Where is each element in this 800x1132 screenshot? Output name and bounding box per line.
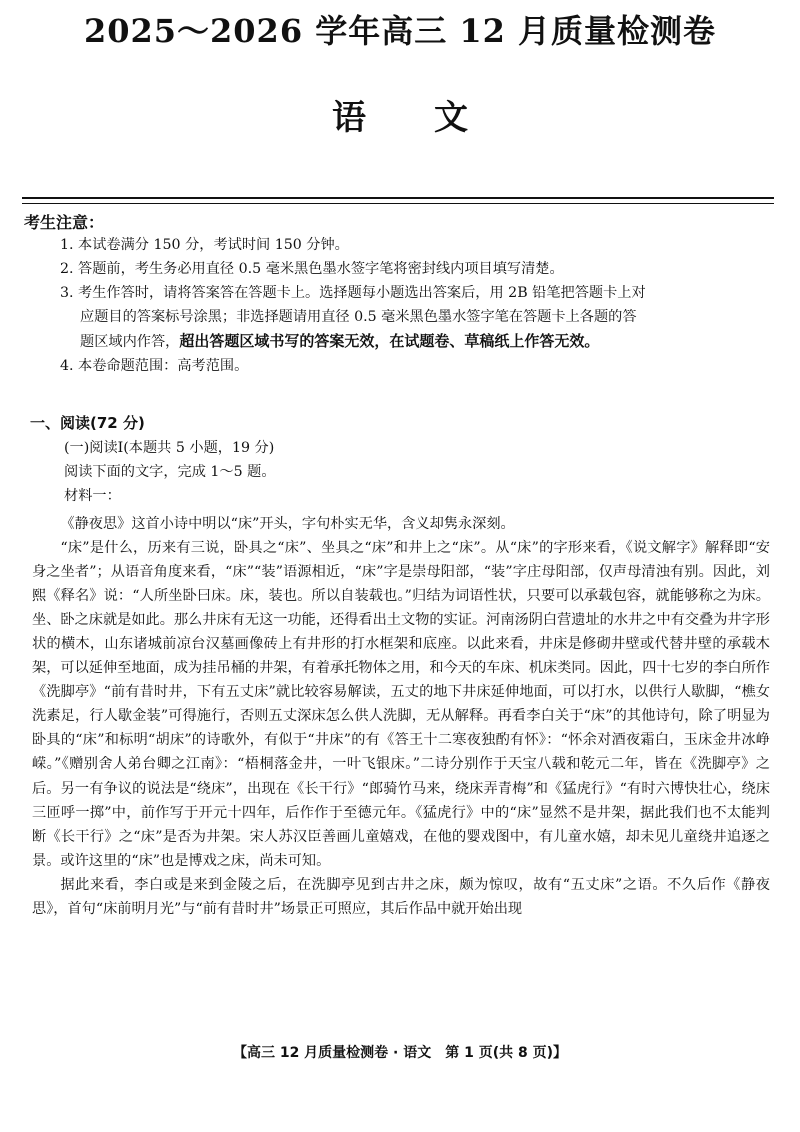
reading-instruction: 阅读下面的文字，完成 1～5 题。 (64, 464, 276, 481)
subject-title: 语 文 (332, 98, 468, 138)
passage-paragraph-3: 据此来看，李白或是来到金陵之后，在洗脚亭见到古井之床，颇为惊叹，故有“五丈床”之语。不久后作《静夜思》，首句“床前明月光”与“前有昔时井”场景正可照应，其后作品中就开始出现 (32, 876, 770, 917)
passage-paragraph-2: “床”是什么，历来有三说，卧具之“床”、坐具之“床”和井上之“床”。从“床”的字形来看，《说文解字》解释即“安身之坐者”；从语音角度来看，“床”“装”语源相近，“床”字是崇母阳部，“装”字庄母阳部，仅声母清浊有别。因此，刘熙《释名》说：“人所坐卧曰床。床，装也。所以自装载也。”归结为词语性状，只要可以承载包容，就能够称之为床。坐、卧之床就是如此。那么井床有无这一功能，还得看出土文物的实证。河南汤阴白营遗址的水井之中有交叠为井字形状的横木，山东诸城前凉台汉墓画像砖上有井形的打水框架和底座。以此来看，井床是修砌井壁或代替井壁的承载木架，可以延伸至地面，成为挂吊桶的井架，有着承托物体之用，和今天的车床、机床类同。因此，四十七岁的李白所作《洗脚亭》“前有昔时井，下有五丈床”就比较容易解读，五丈的地下井床延伸地面，可以打水，以供行人歇脚，“樵女洗素足，行人歇金装”可得施行，否则五丈深床怎么供人洗脚，无从解释。再看李白关于“床”的其他诗句，除了明显为卧具的“床”和标明“胡床”的诗歌外，有似于“井床”的有《答王十二寒夜独酌有怀》：“怀余对酒夜霜白，玉床金井冰峥嵘。”《赠别舍人弟台卿之江南》：“梧桐落金井，一叶飞银床。”二诗分别作于天宝八载和乾元二年，皆在《洗脚亭》之后。另一有争议的说法是“绕床”，出现在《长干行》“郎骑竹马来，绕床弄青梅”和《猛虎行》“有时六博快壮心，绕床三匝呼一掷”中，前作写于开元十四年，后作作于至德元年。《猛虎行》中的“床”显然不是井架，据此我们也不太能判断《长干行》之“床”是否为井架。宋人苏汉臣善画儿童嬉戏，在他的婴戏图中，有儿童水嬉，却未见儿童绕井追逐之景。或许这里的“床”也是博戏之床，尚未可知。 (32, 540, 770, 869)
notice-item-3-text: 题区域内作答， (80, 334, 180, 350)
material-label: 材料一： (64, 488, 121, 505)
passage-text (32, 512, 770, 921)
notice-heading: 考生注意： (24, 213, 105, 232)
notice-item-3-line-1: 3. 考生作答时，请将答案答在答题卡上。选择题每小题选出答案后，用 2B 铅笔把答题卡上对 (60, 285, 646, 301)
header-divider-thick (22, 197, 774, 199)
invalid-answer-warning: 超出答题区域书写的答案无效，在试题卷、草稿纸上作答无效。 (179, 332, 600, 350)
reading-subheading: (一)阅读Ⅰ(本题共 5 小题，19 分) (64, 440, 275, 456)
exam-title: 2025～2026 学年高三 12 月质量检测卷 (83, 12, 717, 50)
notice-item-3-line-3 (60, 329, 772, 354)
notice-item-2: 2. 答题前，考生务必用直径 0.5 毫米黑色墨水签字笔将密封线内项目填写清楚。 (60, 261, 564, 277)
section-heading: 一、阅读(72 分) (30, 414, 145, 432)
passage-paragraph-1: 《静夜思》这首小诗中明以“床”开头，字句朴实无华，含义却隽永深刻。 (60, 516, 515, 532)
notice-item-3-line-2: 应题目的答案标号涂黑；非选择题请用直径 0.5 毫米黑色墨水签字笔在答题卡上各题的答 (80, 309, 637, 325)
notice-list (60, 233, 772, 378)
header-divider-thin (22, 203, 774, 204)
page-footer: 【高三 12 月质量检测卷 · 语文 第 1 页(共 8 页)】 (232, 1045, 568, 1061)
reading-intro (64, 436, 764, 509)
notice-item-1: 1. 本试卷满分 150 分，考试时间 150 分钟。 (60, 237, 349, 253)
notice-item-4: 4. 本卷命题范围：高考范围。 (60, 358, 249, 374)
